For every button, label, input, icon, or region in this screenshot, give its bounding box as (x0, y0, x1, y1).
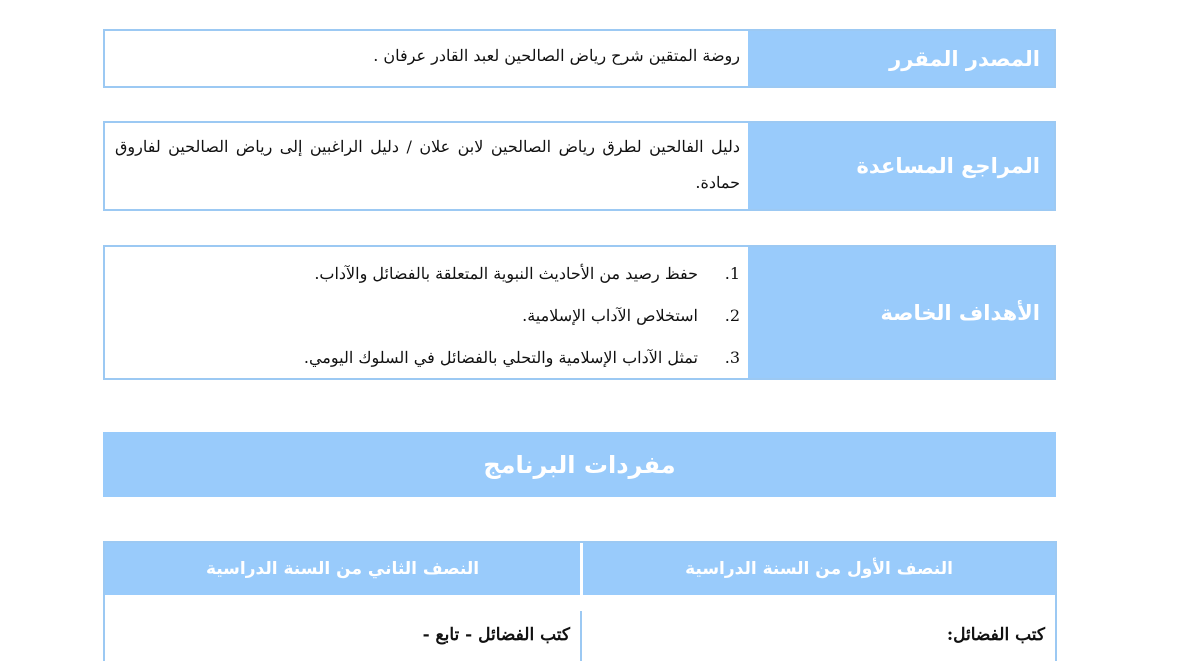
goal-text: تمثل الآداب الإسلامية والتحلي بالفضائل في السلوك اليومي. (303, 348, 698, 367)
source-label: المصدر المقرر (748, 31, 1054, 86)
goals-row (103, 245, 1056, 380)
goals-list-cell (105, 247, 748, 378)
source-value: روضة المتقين شرح رياض الصالحين لعبد القادر عرفان . (105, 31, 748, 86)
second-half-cell: كتب الفضائل - تابع - (422, 625, 570, 645)
goal-text: حفظ رصيد من الأحاديث النبوية المتعلقة بالفضائل والآداب. (314, 264, 698, 283)
program-banner (103, 432, 1056, 497)
program-table (103, 541, 1057, 661)
first-half-cell: كتب الفضائل: (580, 611, 1055, 661)
references-row (103, 121, 1056, 211)
goal-item (115, 295, 740, 337)
source-row (103, 29, 1056, 88)
goal-item (115, 337, 740, 379)
references-label: المراجع المساعدة (748, 123, 1054, 209)
second-half-header: النصف الثاني من السنة الدراسية (105, 543, 580, 595)
goals-label: الأهداف الخاصة (748, 247, 1054, 378)
first-half-header: النصف الأول من السنة الدراسية (580, 543, 1055, 595)
references-value: دليل الفالحين لطرق رياض الصالحين لابن علان / دليل الراغبين إلى رياض الصالحين لفاروق حمادة. (105, 123, 748, 209)
goal-number: 2. (724, 306, 740, 325)
goal-item (115, 253, 740, 295)
goals-list (115, 253, 740, 379)
goal-text: استخلاص الآداب الإسلامية. (522, 306, 698, 325)
goal-number: 3. (724, 348, 740, 367)
goal-number: 1. (724, 264, 740, 283)
program-banner-title: مفردات البرنامج (483, 450, 676, 479)
